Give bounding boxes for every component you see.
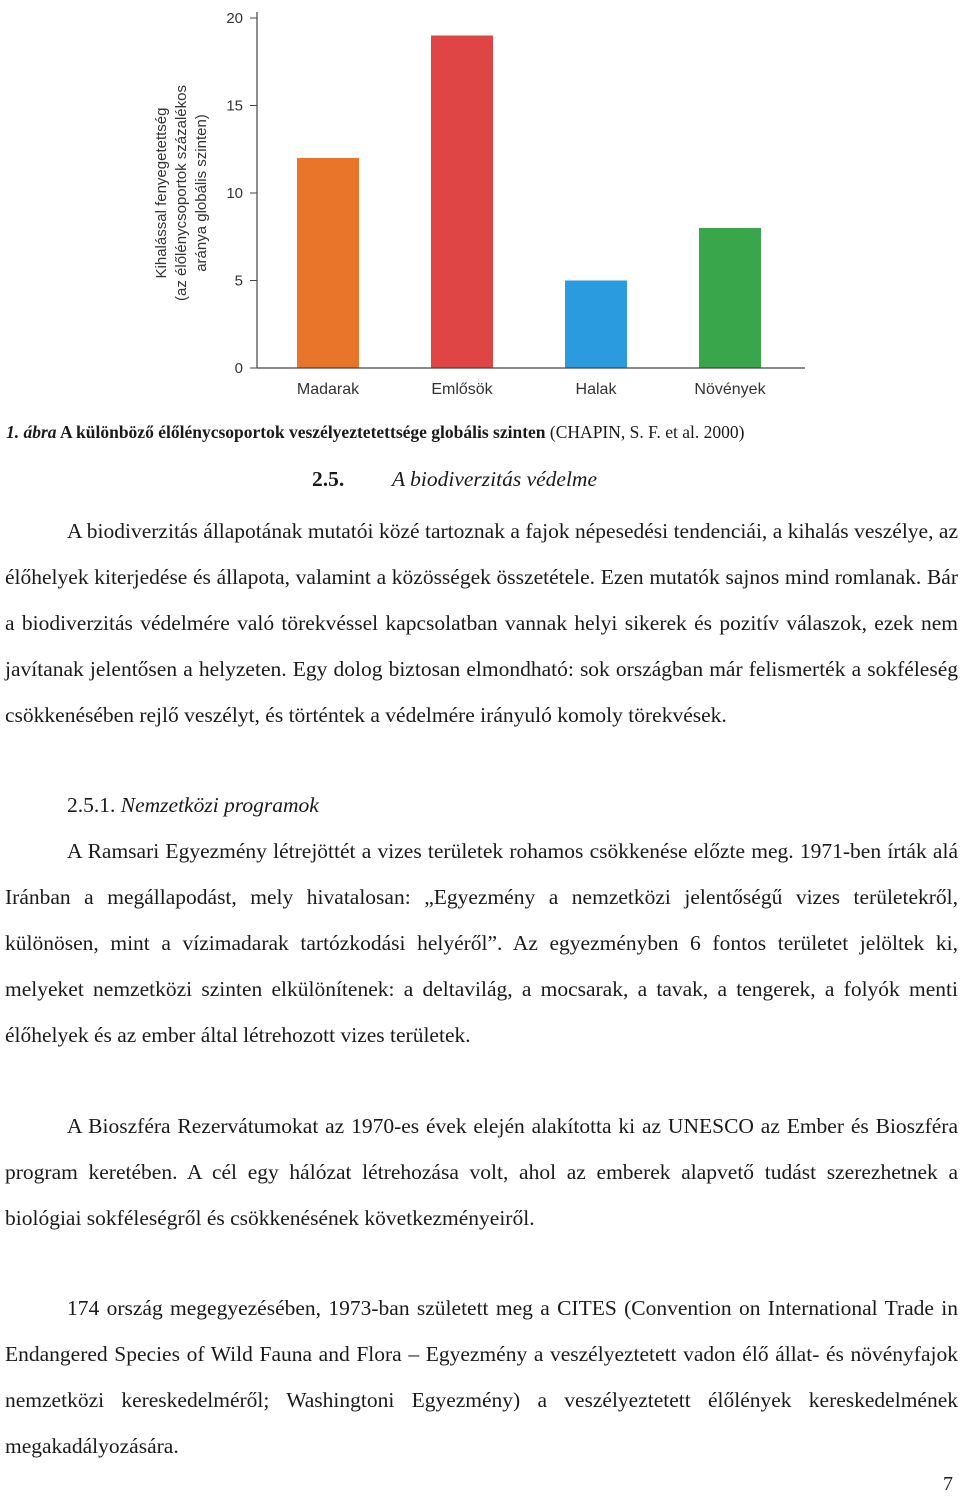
section-title: A biodiverzitás védelme <box>392 467 597 491</box>
section-number: 2.5. <box>312 467 345 491</box>
y-tick-label: 20 <box>226 10 243 27</box>
paragraph-biosphere: A Bioszféra Rezervátumokat az 1970-es évek elején alakította ki az UNESCO az Ember és Bioszféra program keretében. A cél egy hálózat létrehozása volt, ahol az emberek alapvető tudást szerezhetnek a biológiai sokféleségről és csökkenésének következményeiről. <box>5 1114 958 1230</box>
category-label: Halak <box>575 381 617 398</box>
figure-caption <box>6 422 956 443</box>
y-axis-ticks <box>226 10 257 377</box>
bars <box>297 36 761 369</box>
category-labels <box>297 381 767 398</box>
subsection-heading <box>67 793 319 818</box>
bar-1 <box>297 158 359 368</box>
bar-2 <box>431 36 493 369</box>
category-label: Madarak <box>296 381 360 398</box>
subsection-number: 2.5.1. <box>67 793 116 817</box>
bar-3 <box>565 281 627 369</box>
y-tick-label: 5 <box>234 272 243 290</box>
y-tick-label: 10 <box>226 185 243 202</box>
y-axis-label-line: Kihalással fenyegetettség <box>153 107 170 279</box>
y-axis-label-line: aránya globális szinten) <box>193 114 210 272</box>
category-label: Emlősök <box>431 381 493 398</box>
caption-title: A különböző élőlénycsoportok veszélyeztetettsége globális szinten <box>56 422 546 442</box>
page-number: 7 <box>943 1473 953 1495</box>
paragraph-indicators: A biodiverzitás állapotának mutatói közé tartoznak a fajok népesedési tendenciái, a kihalás veszélye, az élőhelyek kiterjedése és állapota, valamint a közösségek összetétele. Ezen mutatók sajnos mind romlanak. Bár a biodiverzitás védelmére való törekvéssel kapcsolatban vannak helyi sikerek és pozitív válaszok, ezek nem javítanak jelentősen a helyzeten. Egy dolog biztosan elmondható: sok országban már felismerték a sokféleség csökkenésében rejlő veszélyt, és történtek a védelmére irányuló komoly törekvések. <box>5 519 958 727</box>
y-axis-label-line: (az élőlénycsoportok százalékos <box>173 85 190 301</box>
y-axis-label <box>153 85 210 301</box>
y-tick-label: 15 <box>226 97 243 115</box>
category-label: Növények <box>694 381 766 398</box>
caption-label: 1. ábra <box>6 422 57 442</box>
paragraph-ramsar: A Ramsari Egyezmény létrejöttét a vizes területek rohamos csökkenése előzte meg. 1971-ben írták alá Iránban a megállapodást, mely hivatalosan: „Egyezmény a nemzetközi jelentőségű vizes területekről, különösen, mint a vízimadarak tartózkodási helyéről”. Az egyezményben 6 fontos területet jelöltek ki, melyeket nemzetközi szinten elkülönítenek: a deltavilág, a mocsarak, a tavak, a tengerek, a folyók menti élőhelyek és az ember által létrehozott vizes területek. <box>5 839 958 1047</box>
bar-chart <box>140 0 820 408</box>
subsection-title: Nemzetközi programok <box>120 793 319 817</box>
bar-4 <box>699 228 761 368</box>
y-tick-label: 0 <box>234 360 243 377</box>
paragraph-cites: 174 ország megegyezésében, 1973-ban született meg a CITES (Convention on International Trade in Endangered Species of Wild Fauna and Flora – Egyezmény a veszélyeztetett vadon élő állat- és növényfajok nemzetközi kereskedelméről; Washingtoni Egyezmény) a veszélyeztetett élőlények kereskedelmének megakadályozására. <box>5 1296 958 1458</box>
caption-source: (CHAPIN, S. F. et al. 2000) <box>545 422 745 442</box>
